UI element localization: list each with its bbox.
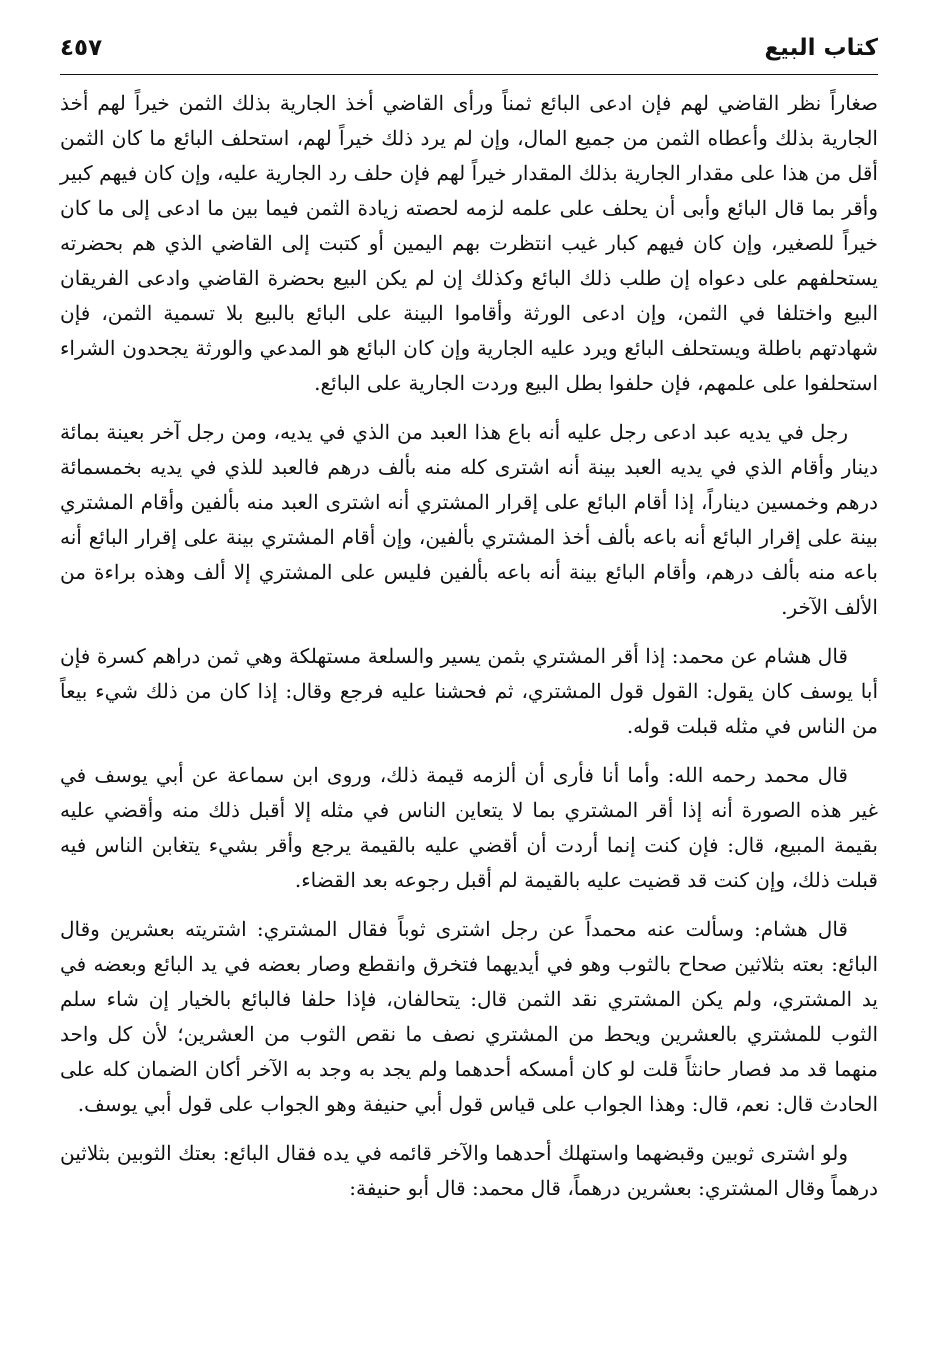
page-number: ٤٥٧ bbox=[60, 35, 103, 61]
paragraph: قال هشام عن محمد: إذا أقر المشتري بثمن يسير والسلعة مستهلكة وهي ثمن دراهم كسرة فإن أبا يوسف كان يقول: القول قول المشتري، ثم فحشنا عليه فرجع وقال: إذا كان من ذلك شيء بيعاً من الناس في مثله قبلت قوله. bbox=[60, 644, 878, 738]
book-title: كتاب البيع bbox=[764, 35, 878, 61]
paragraph: قال هشام: وسألت عنه محمداً عن رجل اشترى ثوباً فقال المشتري: اشتريته بعشرين وقال البائع: بعته بثلاثين صحاح بالثوب وهو في أيديهما فتخرق وانقطع وصار بعضه في يد البائع وبعضه في يد المشتري، ولم يكن المشتري نقد الثمن قال: يتحالفان، فإذا حلفا فالبائع بالخيار إن شاء سلم الثوب للمشتري بالعشرين ويحط من المشتري نصف ما نقص الثوب من العشرين؛ لأن كل واحد منهما قد مد فصار حانثاً قلت لو كان أمسكه أحدهما ولم يجد به وجد به الآخر أكان الضمان كله على الحادث قال: نعم، قال: وهذا الجواب على قياس قول أبي حنيفة وهو الجواب على قول أبي يوسف. bbox=[60, 917, 878, 1116]
body-text bbox=[60, 86, 878, 1220]
page-header bbox=[60, 30, 878, 72]
header-divider bbox=[60, 74, 878, 75]
paragraph: صغاراً نظر القاضي لهم فإن ادعى البائع ثمناً ورأى القاضي أخذ الجارية بذلك الثمن خيراً لهم أخذ الجارية بذلك وأعطاه الثمن من جميع المال، وإن لم يرد ذلك خيراً لهم، استحلف البائع ما كان الثمن أقل من هذا على مقدار الجارية بذلك المقدار خيراً لهم فإن حلف رد الجارية عليه، وإن كان فيهم كبير وأقر بما قال البائع وأبى أن يحلف على علمه لزمه لحصته زيادة الثمن فيما بين ما ادعى إلى ما كان خيراً للصغير، وإن كان فيهم كبار غيب انتظرت بهم اليمين أو كتبت إلى القاضي الذي هم بحضرته يستحلفهم على دعواه إن طلب ذلك البائع وكذلك إن لم يكن البيع بحضرة القاضي وادعى الفريقان البيع واختلفا في الثمن، وإن ادعى الورثة وأقاموا البينة على البائع بالبيع بلا تسمية الثمن، فإن شهادتهم باطلة ويستحلف البائع ويرد عليه الجارية وإن كان البائع هو المدعي والورثة يجحدون الشراء استحلفوا على علمهم، فإن حلفوا بطل البيع وردت الجارية على البائع. bbox=[60, 91, 878, 395]
paragraph: رجل في يديه عبد ادعى رجل عليه أنه باع هذا العبد من الذي في يديه، ومن رجل آخر بعينة بمائة دينار وأقام الذي في يديه العبد بينة أنه اشترى كله منه بألف درهم فالعبد للذي في يديه بخمسمائة درهم وخمسين ديناراً، إذا أقام البائع على إقرار المشتري أنه اشترى العبد منه بألفين وأقام المشتري بينة على إقرار البائع أنه باعه بألف أخذ المشتري بألفين، وإن أقام المشتري بينة على إقرار البائع أنه باعه منه بألف درهم، وأقام البائع بينة أنه باعه بألفين فليس على المشتري إلا ألف وهذه براءة من الألف الآخر. bbox=[60, 420, 878, 619]
paragraph: ولو اشترى ثوبين وقبضهما واستهلك أحدهما والآخر قائمه في يده فقال البائع: بعتك الثوبين بثلاثين درهماً وقال المشتري: بعشرين درهماً، قال محمد: قال أبو حنيفة: bbox=[60, 1141, 878, 1200]
paragraph: قال محمد رحمه الله: وأما أنا فأرى أن ألزمه قيمة ذلك، وروى ابن سماعة عن أبي يوسف في غير هذه الصورة أنه إذا أقر المشتري بما لا يتعاين الناس في مثله إلا أقبل ذلك منه وأقضي عليه بقيمة المبيع، قال: فإن كنت إنما أردت أن أقضي عليه بالقيمة يرجع وأقر بشيء يتغابن الناس فيه قبلت ذلك، وإن كنت قد قضيت عليه بالقيمة لم أقبل رجوعه بعد القضاء. bbox=[60, 763, 878, 892]
